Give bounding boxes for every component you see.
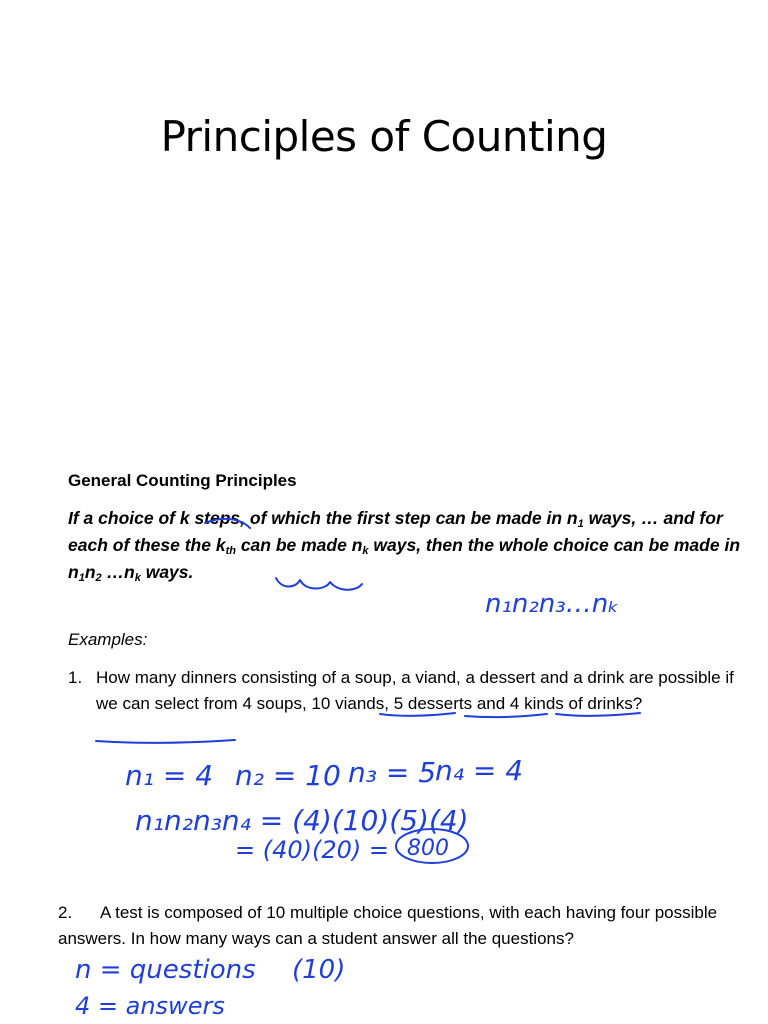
soups-phrase: 4 soups xyxy=(242,694,302,713)
question-2: 2. A test is composed of 10 multiple choice questions, with each having four possible answers. In how many ways can a student answer all the questions? xyxy=(58,900,748,952)
section-heading: General Counting Principles xyxy=(68,471,297,490)
desserts-phrase: 5 desserts xyxy=(393,694,473,713)
hw-answer: 800 xyxy=(407,836,449,861)
hw-n4: n₄ = 4 xyxy=(435,754,524,787)
hw-q2-line2: 4 = answers xyxy=(75,992,225,1020)
question-2-number: 2. xyxy=(58,903,73,922)
steps-word: steps xyxy=(194,508,241,528)
hw-q2-line1: n = questions xyxy=(75,955,256,985)
hw-step: = (40)(20) = xyxy=(235,836,390,864)
question-1: 1. How many dinners consisting of a soup, a viand, a dessert and a drink are possible if we can select from 4 soups, 10 viands, 5 desserts and 4 kinds of drinks? xyxy=(68,665,748,717)
product-expression: $n_1n_2$ $\dots n_k$ xyxy=(68,562,141,584)
hw-q2-ten: (10) xyxy=(292,955,346,985)
product-note: n₁n₂n₃…nₖ xyxy=(485,589,620,619)
answer-circle xyxy=(396,829,468,863)
hw-n3: n₃ = 5 xyxy=(348,756,437,789)
viands-phrase: 10 viands xyxy=(311,694,385,713)
hw-n2: n₂ = 10 xyxy=(235,759,341,792)
examples-label: Examples: xyxy=(68,630,148,649)
question-1-number: 1. xyxy=(68,668,83,687)
hw-n1: n₁ = 4 xyxy=(125,759,214,792)
counting-principle: If a choice of k steps, of which the first step can be made in $n_1$ ways, … and for each of these the $k_{th}$ can be made $n_k$ ways, then the whole choice can be made in $n_1n_2$ $\dots n_k$ ways. xyxy=(68,508,741,584)
page-title: Principles of Counting xyxy=(160,112,608,161)
drinks-underline xyxy=(96,740,235,743)
drinks-phrase: kinds of drinks xyxy=(524,694,633,713)
hw-product: n₁n₂n₃n₄ = (4)(10)(5)(4) xyxy=(135,804,469,837)
